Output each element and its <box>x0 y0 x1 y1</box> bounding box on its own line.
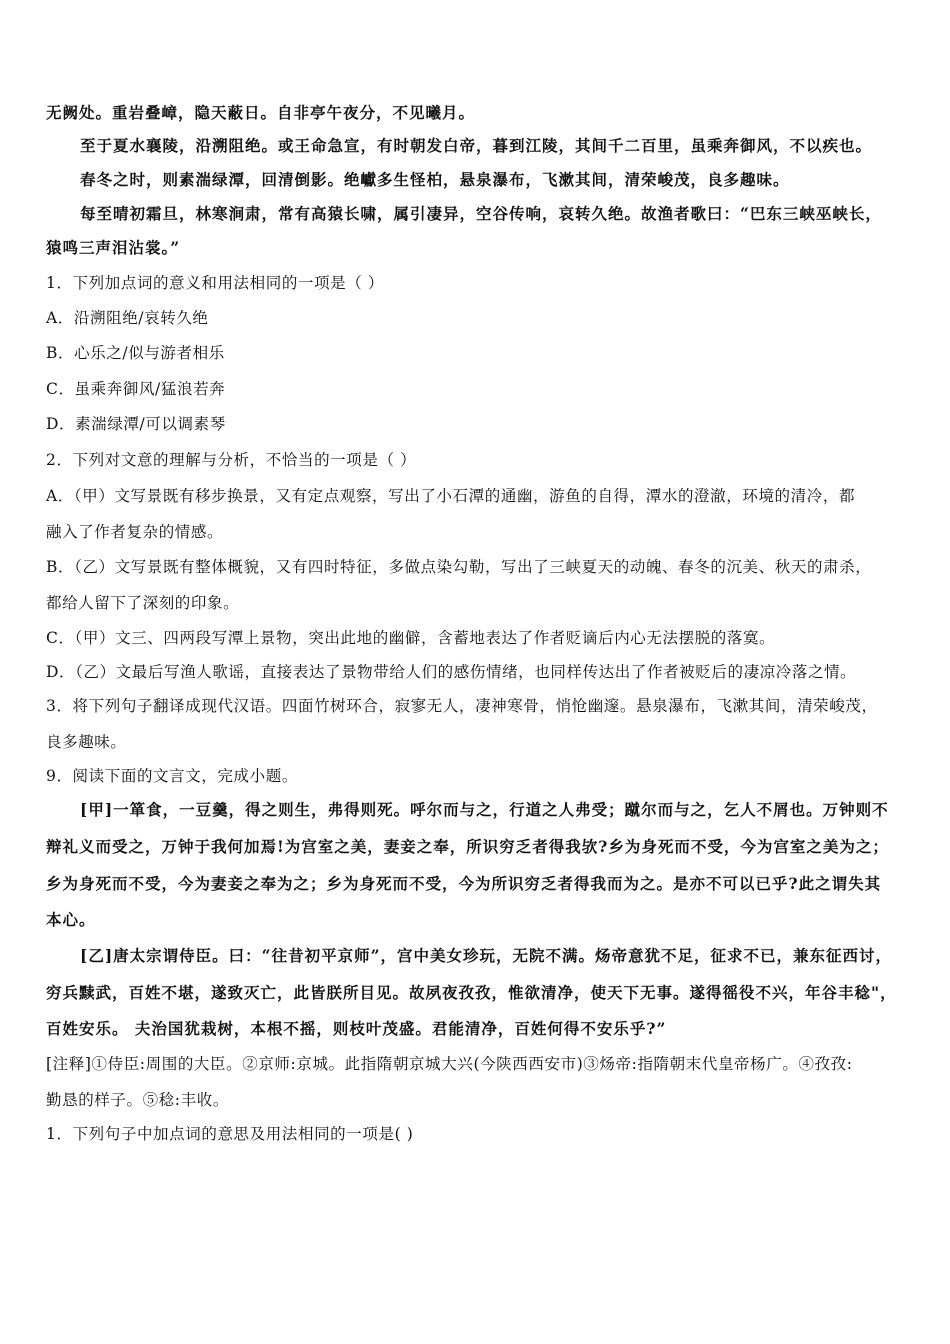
passage-jia-line-4: 本心。 <box>46 910 96 929</box>
annotation-line-1: [注释]①侍臣:周围的大臣。②京师:京城。此指隋朝京城大兴(今陕西西安市)③炀帝:指隋朝末代皇帝杨广。④孜孜: <box>46 1055 853 1073</box>
question-3-line-2: 良多趣味。 <box>46 733 127 751</box>
question-3-line-1: 3．将下列句子翻译成现代汉语。四面竹树环合，寂寥无人，凄神寒骨，悄怆幽邃。悬泉瀑布，飞漱其间，清荣峻茂， <box>46 697 878 715</box>
passage-a-paragraph-4-line-2: 猿鸣三声泪沾裳。” <box>46 238 181 257</box>
question-1-option-b: B．心乐之/似与游者相乐 <box>46 344 225 362</box>
passage-yi-line-1: [乙]唐太宗谓侍臣。曰：“往昔初平京师”，宫中美女珍玩，无院不满。炀帝意犹不足，征求不已，兼东征西讨， <box>80 946 893 965</box>
question-1-option-c: C．虽乘奔御风/猛浪若奔 <box>46 380 226 398</box>
question-1-stem: 1．下列加点词的意义和用法相同的一项是（ ） <box>46 274 384 292</box>
question-2-option-c: C．（甲）文三、四两段写潭上景物，突出此地的幽僻，含蓄地表达了作者贬谪后内心无法摆脱的落寞。 <box>46 629 776 647</box>
question-9-1-stem: 1．下列句子中加点词的意思及用法相同的一项是( ) <box>46 1125 414 1143</box>
passage-jia-line-1: [甲]一箪食，一豆羹，得之则生，弗得则死。呼尔而与之，行道之人弗受；蹴尔而与之，乞人不屑也。万钟则不 <box>80 800 889 819</box>
passage-yi-line-2: 穷兵黩武，百姓不堪，遂致灭亡，此皆朕所目见。故夙夜孜孜，惟欲清净，使天下无事。遂得徭役不兴，年谷丰稔"， <box>46 983 897 1002</box>
passage-a-paragraph-2: 至于夏水襄陵，沿溯阻绝。或王命急宣，有时朝发白帝，暮到江陵，其间千二百里，虽乘奔御风，不以疾也。 <box>80 136 873 155</box>
annotation-line-2: 勤恳的样子。⑤稔:丰收。 <box>46 1091 229 1109</box>
question-1-option-d: D．素湍绿潭/可以调素琴 <box>46 415 226 433</box>
question-2-option-b-line-2: 都给人留下了深刻的印象。 <box>46 594 240 612</box>
question-2-option-a-line-1: A．（甲）文写景既有移步换景，又有定点观察，写出了小石潭的通幽，游鱼的自得，潭水的澄澈，环境的清冷，都 <box>46 487 856 505</box>
question-1-option-a: A．沿溯阻绝/哀转久绝 <box>46 309 209 327</box>
passage-yi-line-3: 百姓安乐。 夫治国犹栽树，本根不摇，则枝叶茂盛。君能清净，百姓何得不安乐乎?” <box>46 1019 667 1038</box>
question-2-stem: 2．下列对文意的理解与分析，不恰当的一项是（ ） <box>46 451 417 469</box>
question-2-option-b-line-1: B．（乙）文写景既有整体概貌，又有四时特征，多做点染勾勒，写出了三峡夏天的动魄、春冬的沉美、秋天的肃杀， <box>46 558 872 576</box>
question-2-option-d: D．（乙）文最后写渔人歌谣，直接表达了景物带给人们的感伤情绪，也同样传达出了作者被贬后的凄凉冷落之情。 <box>46 663 857 681</box>
question-2-option-a-line-2: 融入了作者复杂的情感。 <box>46 523 224 541</box>
passage-jia-line-2: 辩礼义而受之，万钟于我何加焉!为宫室之美，妻妾之奉，所识穷乏者得我欤?乡为身死而不受，今为宫室之美为之； <box>46 837 889 856</box>
passage-jia-line-3: 乡为身死而不受，今为妻妾之奉为之；乡为身死而不受，今为所识穷乏者得我而为之。是亦不可以已乎?此之谓失其 <box>46 874 882 893</box>
passage-a-paragraph-4-line-1: 每至晴初霜旦，林寒涧肃，常有高猿长啸，属引凄异，空谷传响，哀转久绝。故渔者歌曰：“巴东三峡巫峡长， <box>80 204 882 223</box>
question-9-stem: 9．阅读下面的文言文，完成小题。 <box>46 767 298 785</box>
passage-a-paragraph-3: 春冬之时，则素湍绿潭，回清倒影。绝巘多生怪柏，悬泉瀑布，飞漱其间，清荣峻茂，良多趣味。 <box>80 170 790 189</box>
passage-a-paragraph-end: 无阙处。重岩叠嶂，隐天蔽日。自非亭午夜分，不见曦月。 <box>46 103 476 122</box>
